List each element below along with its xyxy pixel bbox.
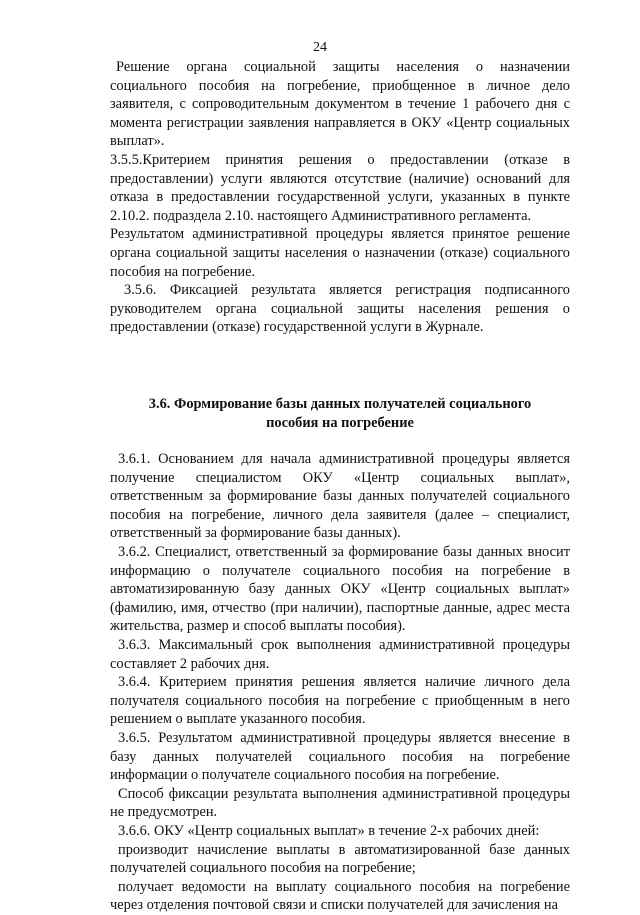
paragraph-accrual: производит начисление выплаты в автоматизированной базе данных получателей социального пособия на погребение; — [110, 841, 570, 877]
document-body — [110, 58, 570, 915]
paragraph-3-6-3: 3.6.3. Максимальный срок выполнения административной процедуры составляет 2 рабочих дня. — [110, 637, 570, 672]
section-heading-line-2: пособия на погребение — [266, 414, 414, 431]
section-heading-line-1: 3.6. Формирование базы данных получателей социального — [148, 395, 532, 412]
paragraph-procedure-result: Результатом административной процедуры является принятое решение органа социальной защиты населения о назначении (отказе) социального пособия на погребение. — [110, 226, 570, 280]
section-heading-3-6 — [110, 395, 570, 432]
paragraph-3-6-5: 3.6.5. Результатом административной процедуры является внесение в базу данных получателей социального пособия на погребение информации о получателе социального пособия на погребение. — [110, 730, 570, 784]
paragraph-3-6-1: 3.6.1. Основанием для начала административной процедуры является получение специалистом ОКУ «Центр социальных выплат», ответственным за формирование базы данных получателей социального пособия на погребение, личного дела заявителя (далее – специалист, ответственный за формирование базы данных). — [110, 451, 570, 542]
paragraph-3-5-6: 3.5.6. Фиксацией результата является регистрация подписанного руководителем органа социальной защиты населения решения о предоставлении (отказе) государственной услуги в Журнале. — [110, 282, 570, 336]
paragraph-decision-forwarding: Решение органа социальной защиты населения о назначении социального пособия на погребение, приобщенное в личное дело заявителя, с сопроводительным документом в течение 1 рабочего дня с момента регистрации заявления направляется в ОКУ «Центр социальных выплат». — [110, 59, 570, 150]
paragraph-3-6-2: 3.6.2. Специалист, ответственный за формирование базы данных вносит информацию о получателе социального пособия на погребение в автоматизированную базу данных ОКУ «Центр социальных выплат» (фамилию, имя, отчество (при наличии), паспортные данные, адрес места жительства, размер и способ выплаты пособия). — [110, 544, 570, 635]
paragraph-fixation-method: Способ фиксации результата выполнения административной процедуры не предусмотрен. — [110, 785, 570, 821]
paragraph-statements: получает ведомости на выплату социального пособия на погребение через отделения почтовой связи и списки получателей для зачисления на — [110, 878, 570, 914]
paragraph-3-5-5: 3.5.5.Критерием принятия решения о предоставлении (отказе в предоставлении) услуги являются отсутствие (наличие) оснований для отказа в предоставлении государственной услуги, указанных в пункте 2.10.2. подраздела 2.10. настоящего Административного регламента. — [110, 151, 570, 224]
paragraph-3-6-6: 3.6.6. ОКУ «Центр социальных выплат» в течение 2-х рабочих дней: — [118, 822, 540, 839]
paragraph-3-6-4: 3.6.4. Критерием принятия решения является наличие личного дела получателя социального пособия на погребение с приобщенным в него решением о выплате указанного пособия. — [110, 674, 570, 728]
page-number: 24 — [313, 40, 327, 55]
